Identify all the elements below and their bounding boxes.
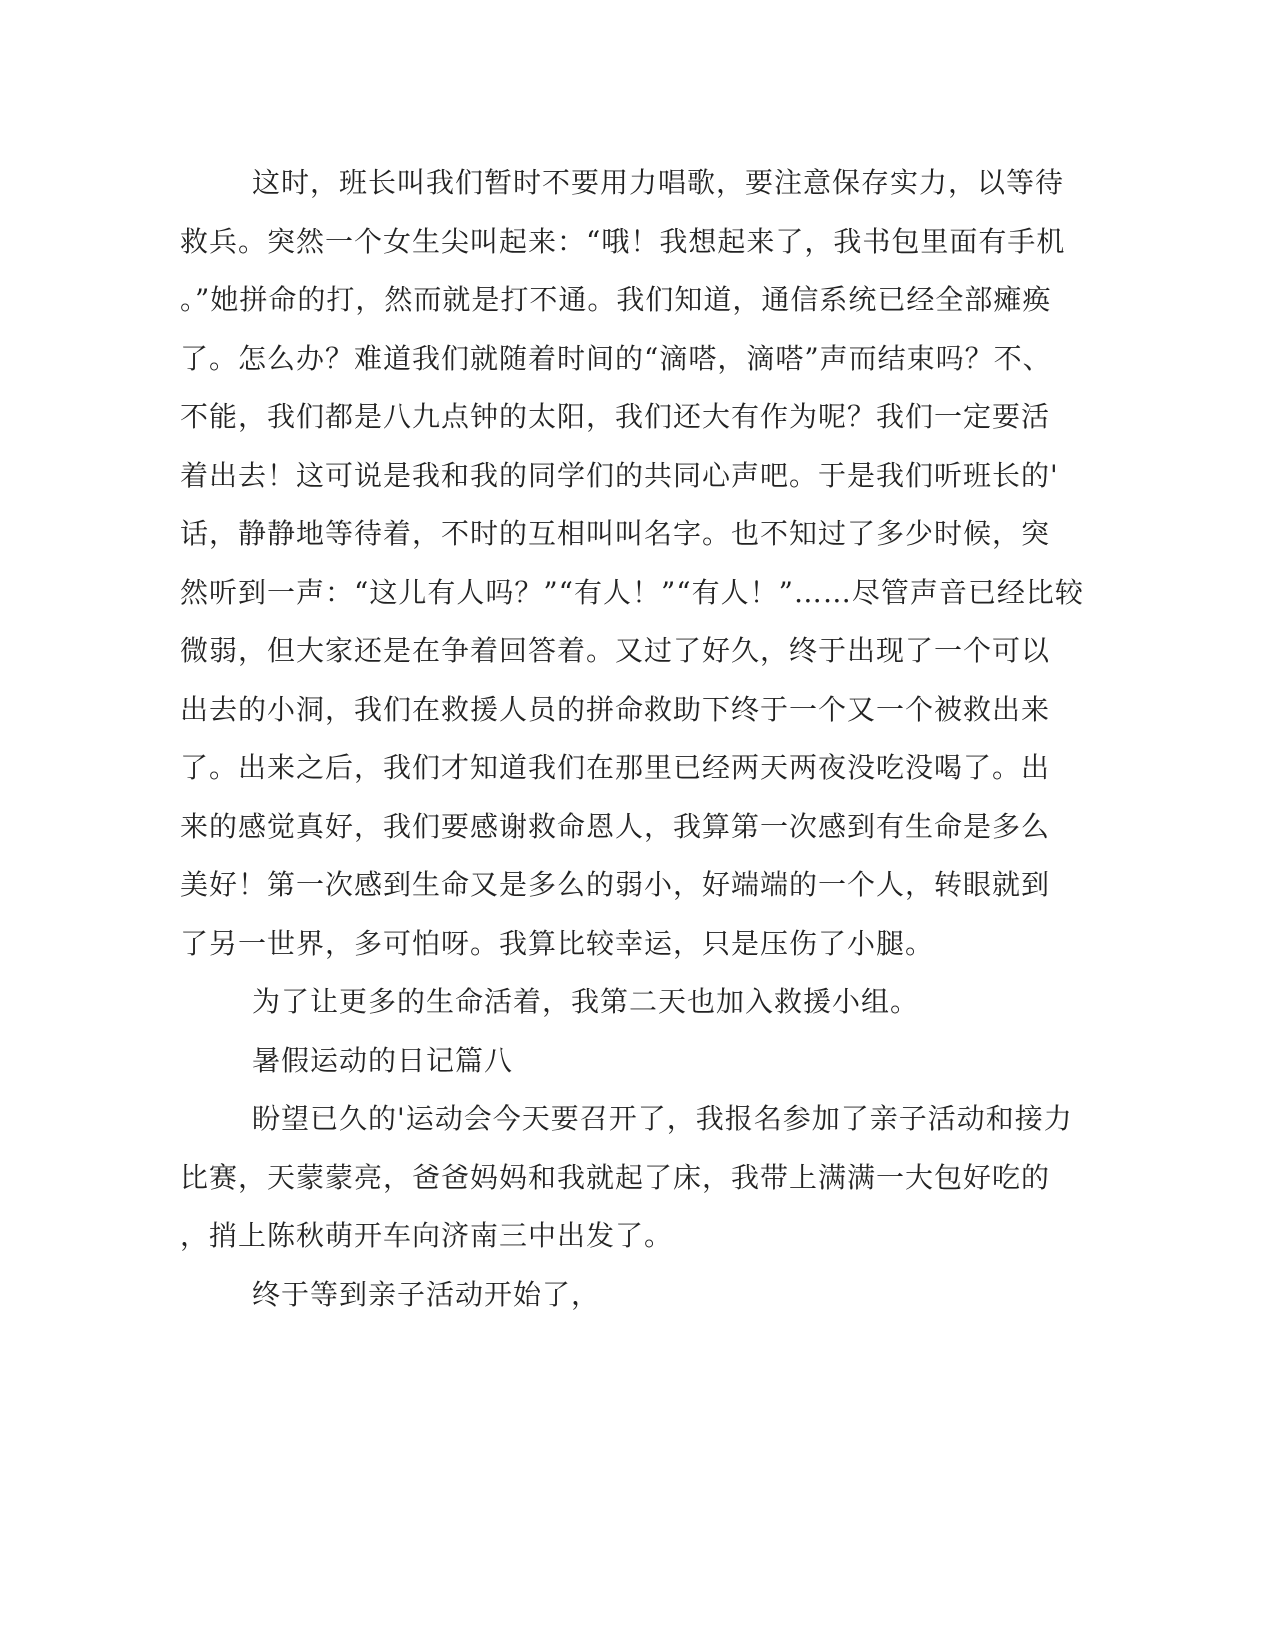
paragraph-line: 然听到一声：“这儿有人吗？”“有人！”“有人！”……尽管声音已经比较 [180, 576, 1084, 609]
paragraph-line: 美好！第一次感到生命又是多么的弱小，好端端的一个人，转眼就到 [180, 868, 1051, 901]
paragraph-line: 来的感觉真好，我们要感谢救命恩人，我算第一次感到有生命是多么 [180, 810, 1051, 843]
paragraph-line: 比赛，天蒙蒙亮，爸爸妈妈和我就起了床，我带上满满一大包好吃的 [180, 1161, 1051, 1194]
paragraph-line: 出去的小洞，我们在救援人员的拼命救助下终于一个又一个被救出来 [180, 693, 1051, 726]
paragraph-line: 为了让更多的生命活着，我第二天也加入救援小组。 [252, 985, 920, 1018]
paragraph-line: 这时，班长叫我们暂时不要用力唱歌，要注意保存实力，以等待 [252, 166, 1065, 199]
paragraph-line: 了。出来之后，我们才知道我们在那里已经两天两夜没吃没喝了。出 [180, 751, 1051, 784]
paragraph-line: ，捎上陈秋萌开车向济南三中出发了。 [180, 1219, 674, 1252]
paragraph-line: 了另一世界，多可怕呀。我算比较幸运，只是压伤了小腿。 [180, 927, 935, 960]
paragraph-line: 。”她拼命的打，然而就是打不通。我们知道，通信系统已经全部瘫痪 [180, 283, 1052, 316]
paragraph-line: 不能，我们都是八九点钟的太阳，我们还大有作为呢？我们一定要活 [180, 400, 1051, 433]
paragraph-line: 终于等到亲子活动开始了， [252, 1278, 601, 1311]
paragraph-line: 盼望已久的'运动会今天要召开了，我报名参加了亲子活动和接力 [252, 1102, 1073, 1135]
section-heading: 暑假运动的日记篇八 [252, 1044, 514, 1077]
paragraph-line: 话，静静地等待着，不时的互相叫叫名字。也不知过了多少时候，突 [180, 517, 1051, 550]
paragraph-line: 着出去！这可说是我和我的同学们的共同心声吧。于是我们听班长的' [180, 459, 1059, 492]
paragraph-line: 微弱，但大家还是在争着回答着。又过了好久，终于出现了一个可以 [180, 634, 1051, 667]
paragraph-line: 了。怎么办？难道我们就随着时间的“滴嗒，滴嗒”声而结束吗？不、 [180, 342, 1052, 375]
paragraph-line: 救兵。突然一个女生尖叫起来：“哦！我想起来了，我书包里面有手机 [180, 225, 1066, 258]
